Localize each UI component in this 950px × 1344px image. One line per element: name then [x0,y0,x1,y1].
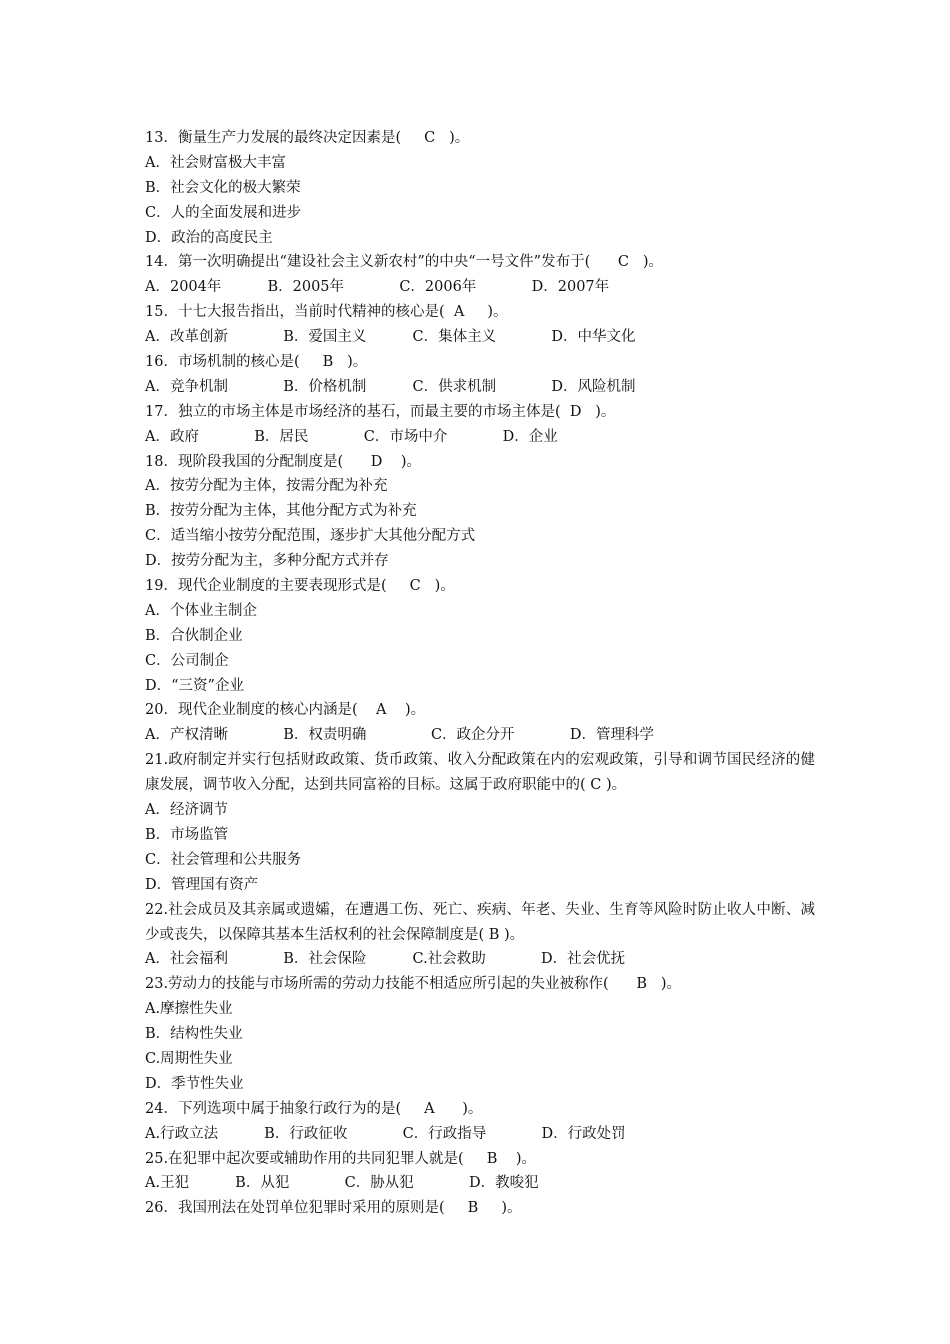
option-line: A．个体业主制企 [145,602,257,619]
option-line: C．公司制企 [145,652,229,669]
options-row: A．2004年 B．2005年 C．2006年 D．2007年 [145,279,610,296]
question-14: 14．第一次明确提出“建设社会主义新农村”的中央“一号文件”发布于( C )。 [145,254,663,271]
option-line: D．政治的高度民主 [145,229,273,246]
question-19: 19．现代企业制度的主要表现形式是( C )。 [145,578,455,595]
options-row: A．竞争机制 B．价格机制 C．供求机制 D．风险机制 [145,378,636,395]
question-15: 15．十七大报告指出，当前时代精神的核心是( A )。 [145,304,508,321]
question-24: 24．下列选项中属于抽象行政行为的是( A )。 [145,1100,483,1117]
options-row: A.王犯 B．从犯 C．胁从犯 D．教唆犯 [145,1175,539,1192]
option-line: B．合伙制企业 [145,627,243,644]
options-row: A．产权清晰 B．权责明确 C．政企分开 D．管理科学 [145,727,654,744]
option-line: B．社会文化的极大繁荣 [145,179,301,196]
options-row: A.行政立法 B．行政征收 C．行政指导 D．行政处罚 [145,1125,626,1142]
option-line: B．按劳分配为主体，其他分配方式为补充 [145,503,417,520]
option-line: B．结构性失业 [145,1026,243,1043]
option-line: C．适当缩小按劳分配范围，逐步扩大其他分配方式 [145,528,476,545]
option-line: A．社会财富极大丰富 [145,154,286,171]
question-list [145,126,815,1221]
options-row: A．政府 B．居民 C．市场中介 D．企业 [145,428,558,445]
option-line: A.摩擦性失业 [145,1001,233,1018]
options-row: A．社会福利 B．社会保险 C.社会救助 D．社会优抚 [145,951,626,968]
question-26: 26．我国刑法在处罚单位犯罪时采用的原则是( B )。 [145,1200,522,1217]
question-22: 22.社会成员及其亲属或遗孀，在遭遇工伤、死亡、疾病、年老、失业、生育等风险时防止收人中断、减少或丧失，以保障其基本生活权利的社会保障制度是( B )。 [145,901,815,943]
option-line: C．社会管理和公共服务 [145,851,302,868]
option-line: C．人的全面发展和进步 [145,204,302,221]
question-21: 21.政府制定并实行包括财政政策、货币政策、收入分配政策在内的宏观政策，引导和调节国民经济的健康发展，调节收入分配，达到共同富裕的目标。这属于政府职能中的( C )。 [145,752,815,794]
option-line: C.周期性失业 [145,1051,233,1068]
option-line: D．管理国有资产 [145,876,259,893]
question-18: 18．现阶段我国的分配制度是( D )。 [145,453,421,470]
option-line: D．“三资”企业 [145,677,244,694]
option-line: D．季节性失业 [145,1075,244,1092]
question-13: 13．衡量生产力发展的最终决定因素是( C )。 [145,130,470,146]
question-17: 17．独立的市场主体是市场经济的基石，而最主要的市场主体是( D )。 [145,403,616,420]
option-line: B．市场监管 [145,826,229,843]
option-line: D．按劳分配为主，多种分配方式并存 [145,553,389,570]
question-25: 25.在犯罪中起次要或辅助作用的共同犯罪人就是( B )。 [145,1150,537,1167]
question-23: 23.劳动力的技能与市场所需的劳动力技能不相适应所引起的失业被称作( B )。 [145,976,682,993]
question-16: 16．市场机制的核心是( B )。 [145,354,368,371]
option-line: A．经济调节 [145,802,228,819]
question-20: 20．现代企业制度的核心内涵是( A )。 [145,702,426,719]
options-row: A．改革创新 B．爱国主义 C．集体主义 D．中华文化 [145,329,636,346]
option-line: A．按劳分配为主体，按需分配为补充 [145,478,388,495]
